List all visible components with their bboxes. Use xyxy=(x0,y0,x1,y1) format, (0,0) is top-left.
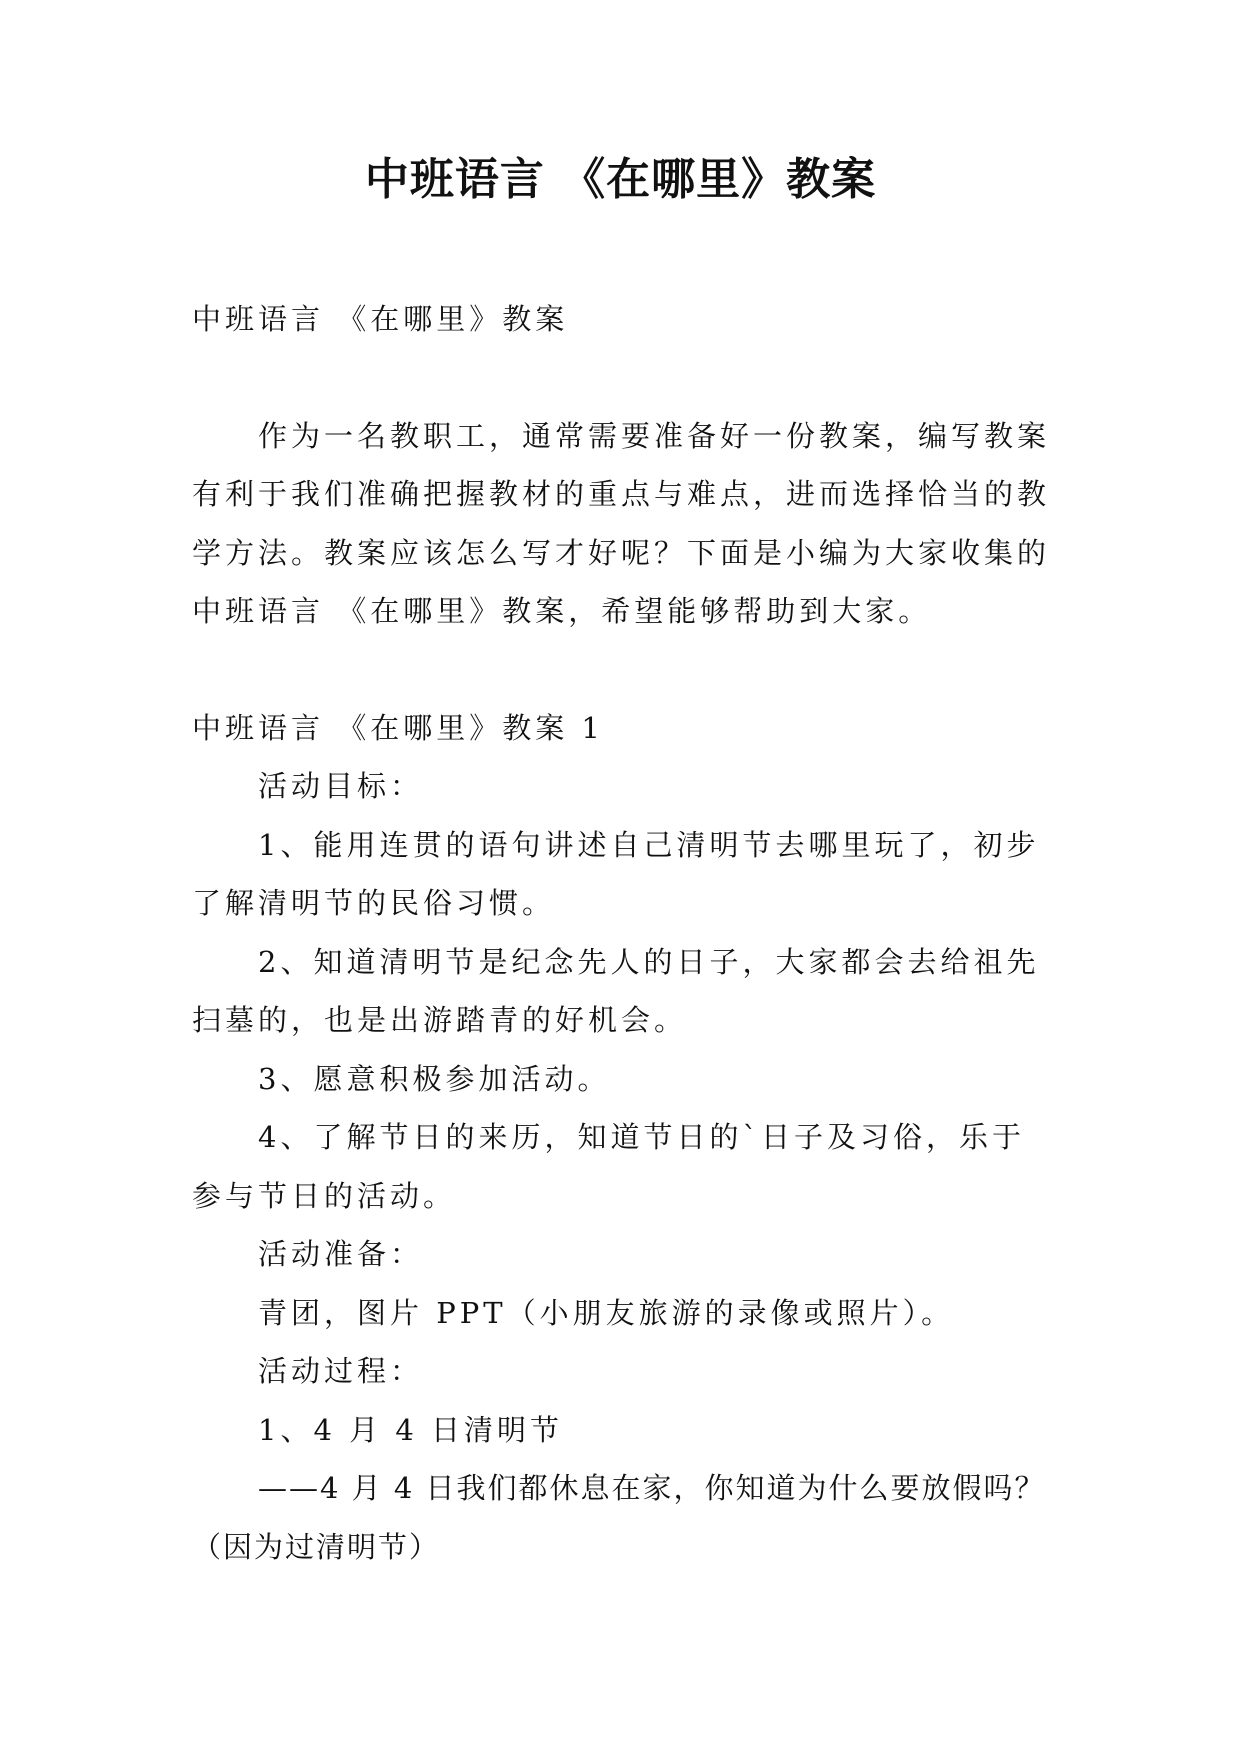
section-heading: 中班语言 《在哪里》教案 1 xyxy=(192,710,604,745)
paragraph-preparation-label: 活动准备： xyxy=(258,1237,424,1271)
paragraph-objective-1: 1、能用连贯的语句讲述自己清明节去哪里玩了，初步了解清明节的民俗习惯。 xyxy=(192,827,1040,920)
paragraph-objective-3: 3、愿意积极参加活动。 xyxy=(258,1061,611,1096)
paragraph-process-question: ——4 月 4 日我们都休息在家，你知道为什么要放假吗？（因为过清明节） xyxy=(192,1471,1046,1564)
paragraph-preparation: 青团，图片 PPT（小朋友旅游的录像或照片）。 xyxy=(258,1295,955,1330)
document-subtitle: 中班语言 《在哪里》教案 xyxy=(192,302,569,336)
paragraph-process-step-1: 1、4 月 4 日清明节 xyxy=(258,1412,564,1447)
document-body xyxy=(192,290,1052,1576)
paragraph-objective-4: 4、了解节日的来历，知道节日的`日子及习俗，乐于参与节日的活动。 xyxy=(192,1120,1025,1213)
paragraph-process-label: 活动过程： xyxy=(258,1354,424,1388)
document-title: 中班语言 《在哪里》教案 xyxy=(364,154,877,205)
paragraph-objective-2: 2、知道清明节是纪念先人的日子，大家都会去给祖先扫墓的，也是出游踏青的好机会。 xyxy=(192,944,1040,1037)
intro-paragraph: 作为一名教职工，通常需要准备好一份教案，编写教案有利于我们准确把握教材的重点与难点，进而选择恰当的教学方法。教案应该怎么写才好呢？下面是小编为大家收集的中班语言 《在哪里》教案，希望能够帮助到大家。 xyxy=(192,418,1051,628)
paragraph-objectives-label: 活动目标： xyxy=(258,769,424,803)
